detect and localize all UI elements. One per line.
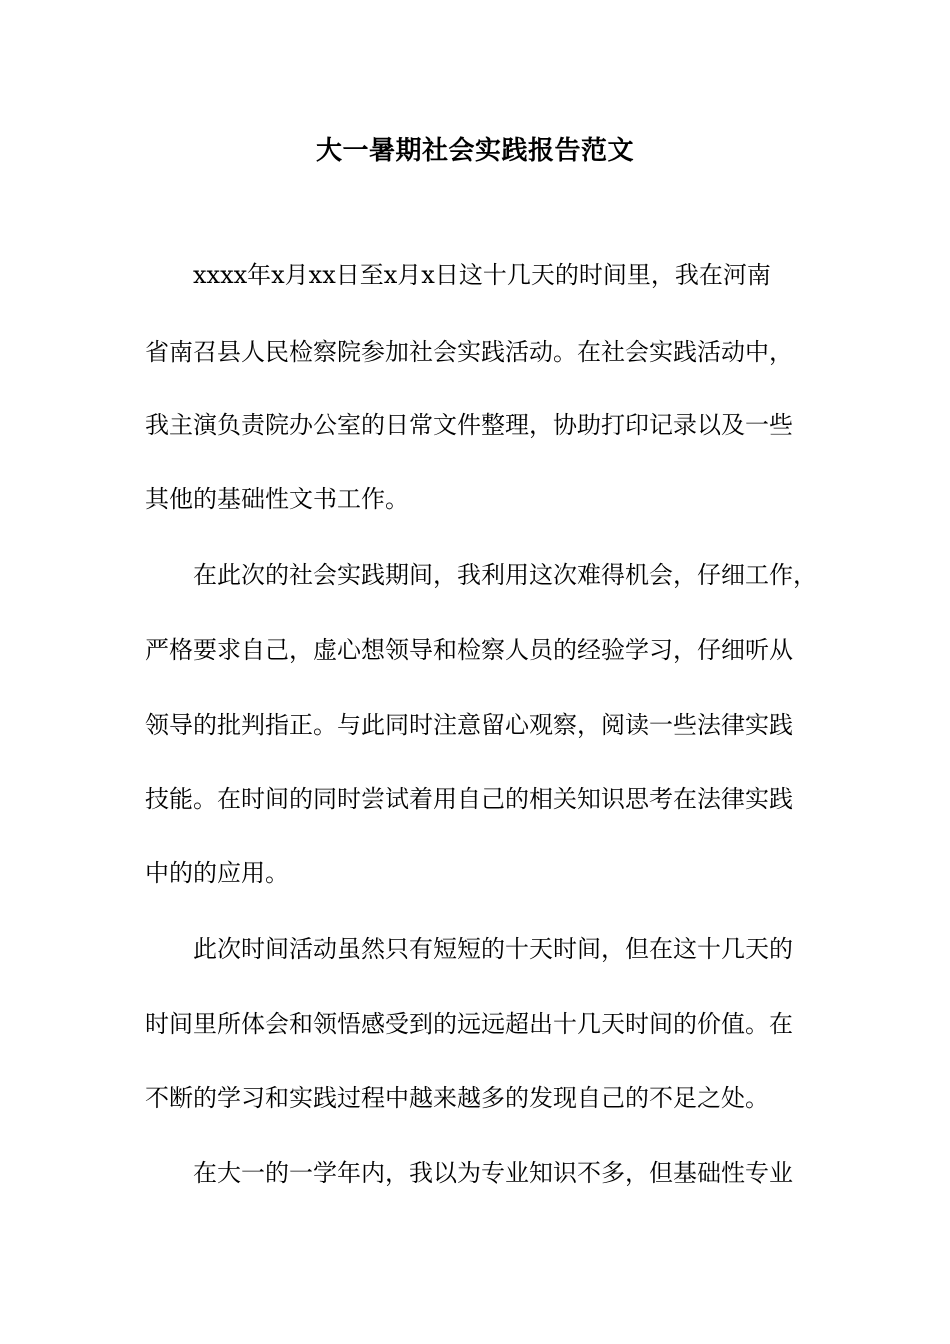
paragraph-1-line-4: 其他的基础性文书工作。 [145,485,409,513]
paragraph-2-line-2: 严格要求自己，虚心想领导和检察人员的经验学习，仔细听从 [145,636,793,664]
paragraph-1-line-3: 我主演负责院办公室的日常文件整理，协助打印记录以及一些 [145,411,793,439]
paragraph-2-line-1: 在此次的社会实践期间，我利用这次难得机会，仔细工作， [193,561,817,589]
paragraph-3-line-2: 时间里所体会和领悟感受到的远远超出十几天时间的价值。在 [145,1010,793,1038]
paragraph-3-line-1: 此次时间活动虽然只有短短的十天时间，但在这十几天的 [193,935,793,963]
paragraph-4-line-1: 在大一的一学年内，我以为专业知识不多，但基础性专业 [193,1159,793,1187]
paragraph-2-line-5: 中的的应用。 [145,859,289,887]
paragraph-3-line-3: 不断的学习和实践过程中越来越多的发现自己的不足之处。 [145,1084,769,1112]
paragraph-2-line-4: 技能。在时间的同时尝试着用自己的相关知识思考在法律实践 [145,785,793,813]
paragraph-1-line-2: 省南召县人民检察院参加社会实践活动。在社会实践活动中， [145,338,793,366]
paragraph-2-line-3: 领导的批判指正。与此同时注意留心观察，阅读一些法律实践 [145,711,793,739]
paragraph-1-line-1: xxxx年x月xx日至x月x日这十几天的时间里，我在河南 [193,261,771,289]
document-title: 大一暑期社会实践报告范文 [315,136,634,166]
